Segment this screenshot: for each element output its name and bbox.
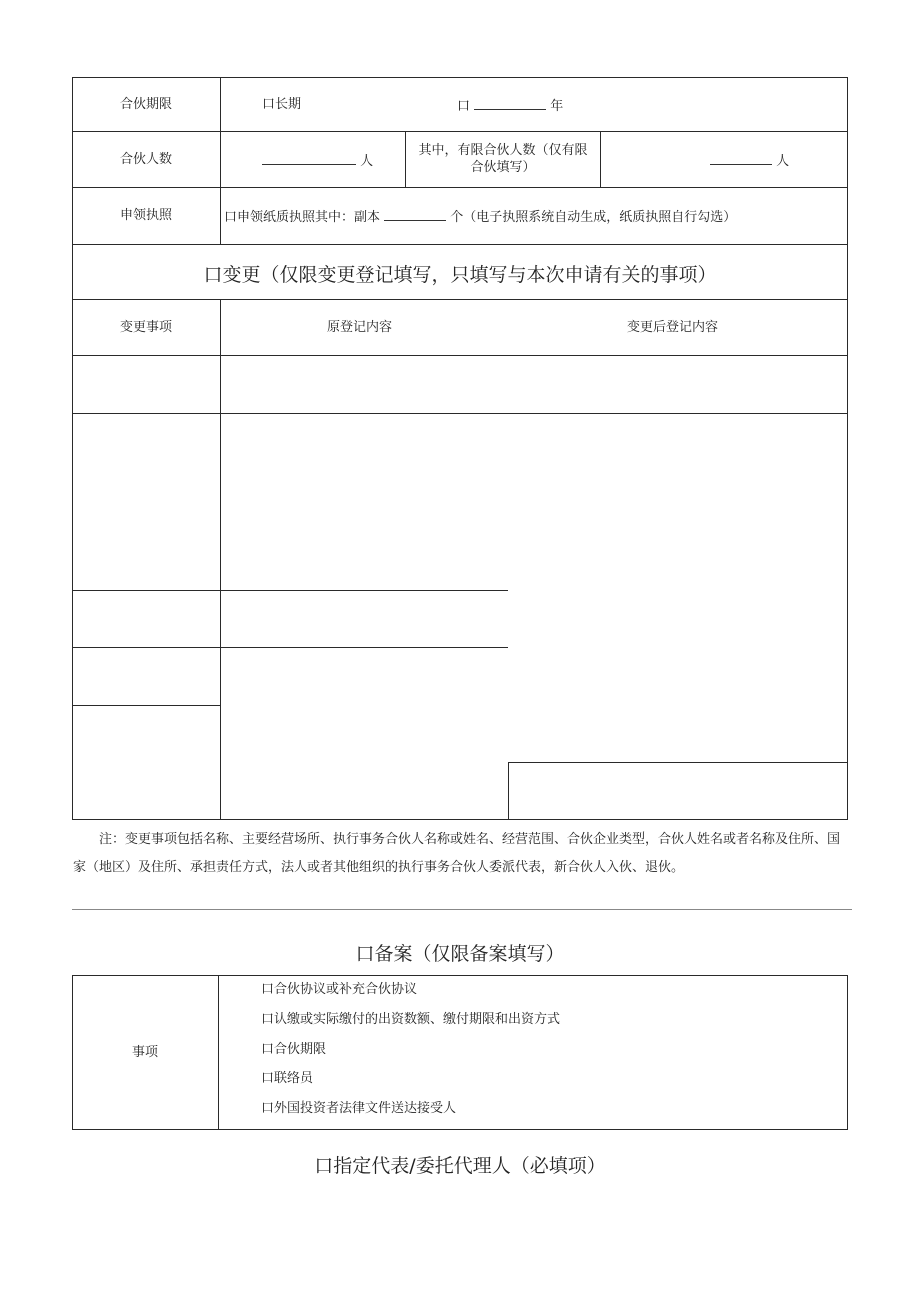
row-divider [72,705,220,706]
limited-partners-label-line2: 合伙填写） [470,160,536,175]
term-label: 合伙期限 [119,97,172,112]
license-field[interactable] [224,208,736,226]
partners-field[interactable] [262,152,373,170]
row-divider [72,647,508,648]
column-divider [600,131,601,187]
representative-section-heading[interactable]: 口指定代表/委托代理人（必填项） [314,1155,606,1177]
row-divider [72,590,508,591]
limited-partners-input[interactable] [710,152,772,165]
section-separator [72,909,852,910]
license-checkbox-text[interactable]: 口申领纸质执照其中：副本 [224,210,381,225]
years-input[interactable] [474,97,546,110]
row-divider [72,131,848,132]
filing-column-divider [218,975,219,1130]
filing-item-partnership-agreement[interactable]: 口合伙协议或补充合伙协议 [261,982,418,997]
column-divider [220,77,221,244]
change-section-heading[interactable]: 口变更（仅限变更登记填写，只填写与本次申请有关的事项） [203,264,717,286]
partners-unit: 人 [360,154,374,169]
limited-partners-label-line1: 其中，有限合伙人数（仅有限 [418,143,588,158]
change-note: 注：变更事项包括名称、主要经营场所、执行事务合伙人名称或姓名、经营范围、合伙企业类型，合伙人姓名或者名称及住所、国家（地区）及住所、承担责任方式，法人或者其他组织的执行事务合伙人委派代表，新合伙人入伙、退伙。 [73,832,841,875]
filing-item-partnership-term[interactable]: 口合伙期限 [261,1042,327,1057]
license-suffix: 个（电子执照系统自动生成，纸质执照自行勾选） [450,210,737,225]
fixed-term-checkbox[interactable]: 口 [457,99,471,114]
limited-partners-unit: 人 [776,154,790,169]
filing-row-label: 事项 [131,1045,158,1060]
long-term-checkbox[interactable] [262,97,301,113]
filing-item-capital-contribution[interactable]: 口认缴或实际缴付的出资数额、缴付期限和出资方式 [261,1012,561,1027]
fixed-term-field[interactable] [457,97,563,115]
filing-border-right [847,975,848,1130]
row-divider [72,355,848,356]
column-divider [220,299,221,820]
limited-partners-field[interactable] [710,152,789,170]
change-col-original: 原登记内容 [327,320,393,335]
row-divider [508,762,848,763]
filing-border-bottom [72,1129,848,1130]
row-divider [72,413,848,414]
license-label: 申领执照 [119,208,172,223]
column-divider [405,131,406,187]
filing-border-top [72,975,848,976]
row-divider [72,299,848,300]
partners-label: 合伙人数 [119,152,172,167]
change-col-item: 变更事项 [119,320,172,335]
copies-input[interactable] [384,208,446,221]
partners-count-input[interactable] [262,152,356,165]
filing-item-foreign-investor-service[interactable]: 口外国投资者法律文件送达接受人 [261,1101,457,1116]
table-border-right [847,77,848,820]
change-col-new: 变更后登记内容 [627,320,719,335]
filing-section-heading[interactable]: 口备案（仅限备案填写） [355,943,565,965]
year-unit: 年 [550,99,564,114]
column-divider [508,762,509,820]
row-divider [72,244,848,245]
table-border-bottom [72,819,848,820]
long-term-label: 口长期 [262,97,302,112]
table-border-left [72,77,73,820]
row-divider [72,187,848,188]
table-border-top [72,77,848,78]
filing-item-liaison[interactable]: 口联络员 [261,1071,314,1086]
